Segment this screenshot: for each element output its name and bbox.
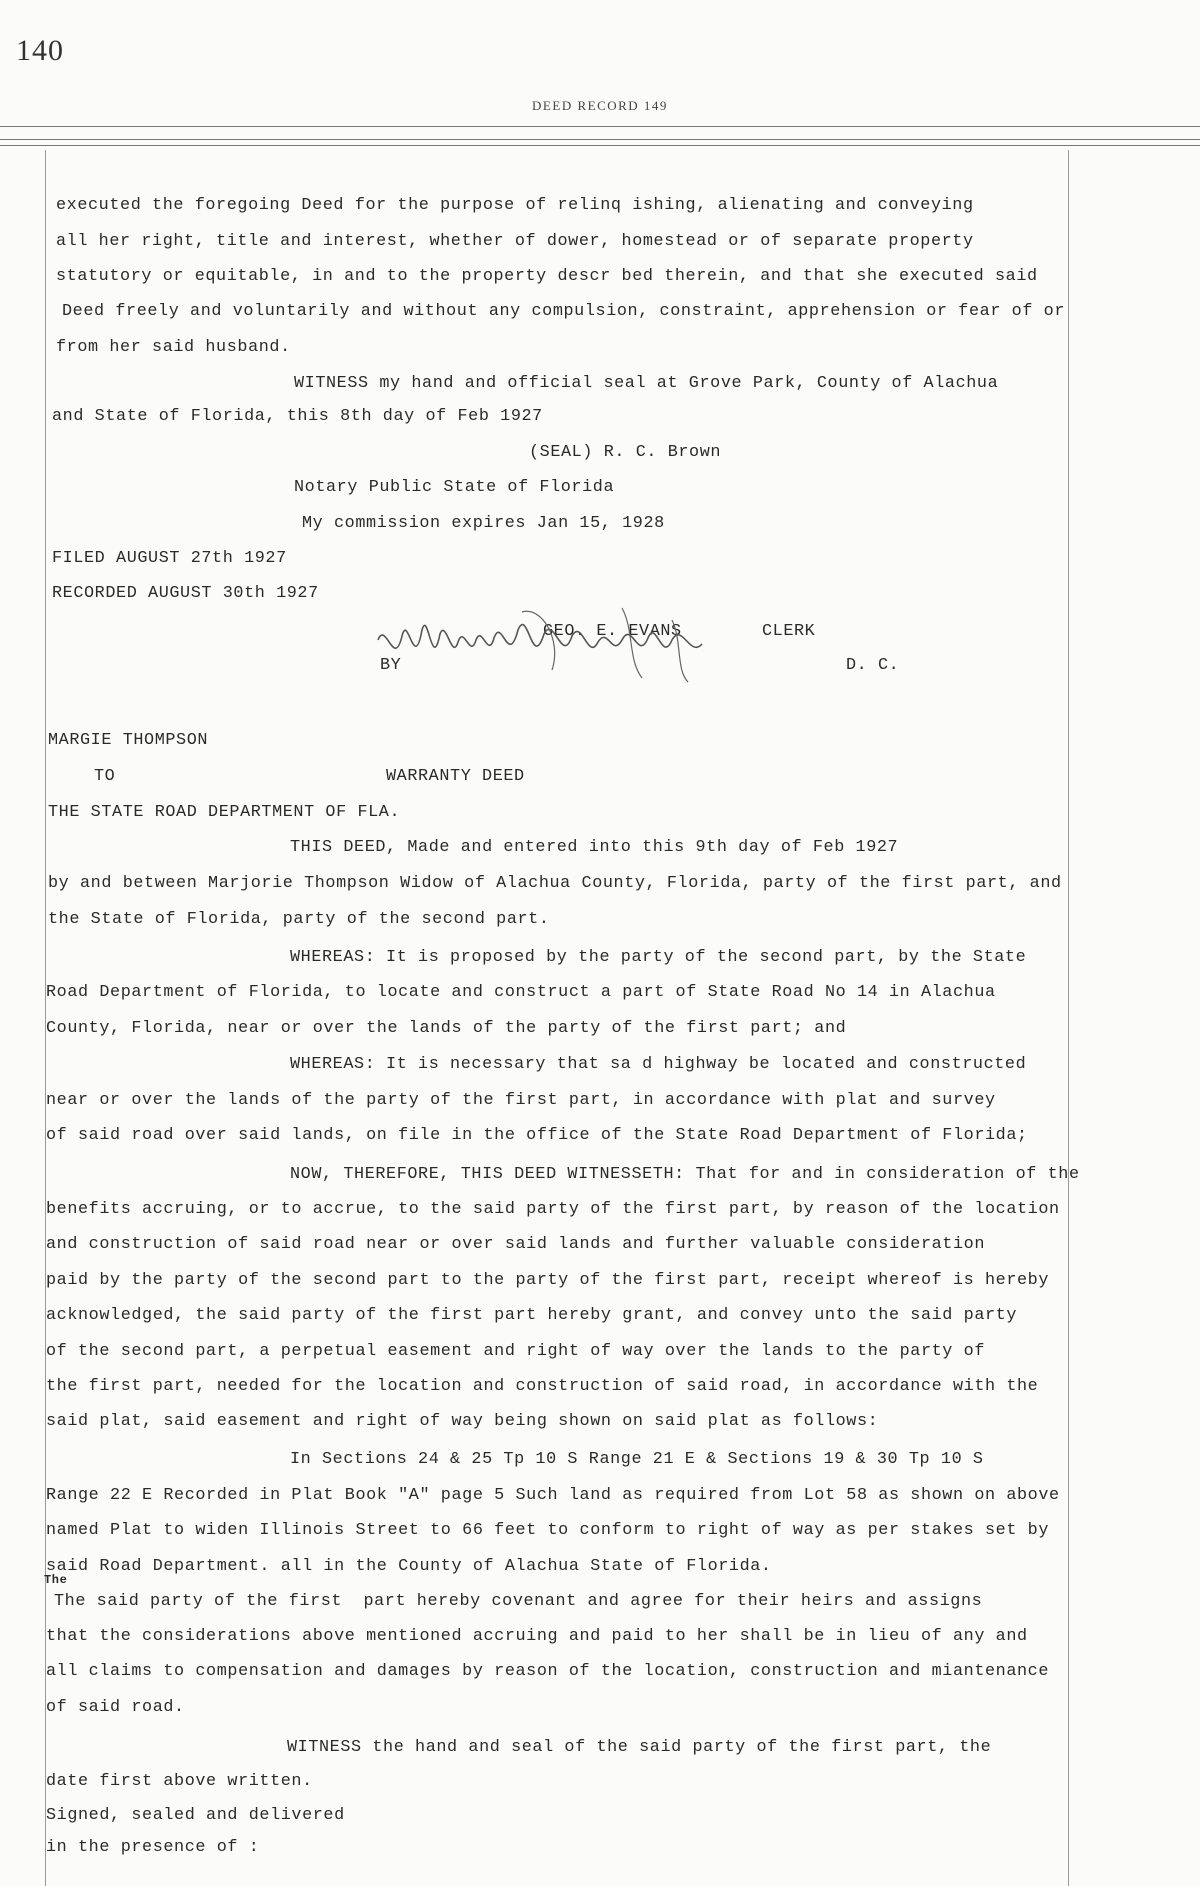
- header-rule-3: [0, 145, 1200, 146]
- filed-date: FILED AUGUST 27th 1927: [52, 549, 287, 568]
- right-margin-line: [1068, 150, 1069, 1886]
- grantor-name: MARGIE THOMPSON: [48, 731, 209, 750]
- document-type: WARRANTY DEED: [386, 767, 525, 786]
- handwritten-signature: [372, 600, 732, 690]
- text-line: statutory or equitable, in and to the property descr bed therein, and that she executed said: [56, 267, 1038, 286]
- text-line: Road Department of Florida, to locate and construct a part of State Road No 14 in Alachua: [46, 983, 996, 1002]
- text-line: in the presence of :: [46, 1838, 260, 1857]
- text-line: that the considerations above mentioned accruing and paid to her shall be in lieu of any and: [46, 1627, 1028, 1646]
- text-line: of said road over said lands, on file in the office of the State Road Department of Florida;: [46, 1126, 1028, 1145]
- clerk-name: GEO. E. EVANS: [543, 622, 682, 641]
- overtyped-fragment: The: [44, 1573, 68, 1587]
- text-line: near or over the lands of the party of the first part, in accordance with plat and survey: [46, 1091, 996, 1110]
- text-line: THIS DEED, Made and entered into this 9th day of Feb 1927: [290, 838, 899, 857]
- text-line: County, Florida, near or over the lands of the party of the first part; and: [46, 1019, 847, 1038]
- grantee-name: THE STATE ROAD DEPARTMENT OF FLA.: [48, 803, 401, 822]
- recorded-date: RECORDED AUGUST 30th 1927: [52, 584, 319, 603]
- text-line: of said road.: [46, 1698, 185, 1717]
- text-line: from her said husband.: [56, 338, 291, 357]
- page-number: 140: [16, 34, 64, 67]
- text-line: all her right, title and interest, whether of dower, homestead or of separate property: [56, 232, 974, 251]
- to-label: TO: [94, 767, 116, 786]
- text-line: date first above written.: [46, 1772, 313, 1791]
- deputy-clerk-label: D. C.: [846, 656, 900, 675]
- text-line: In Sections 24 & 25 Tp 10 S Range 21 E & Sections 19 & 30 Tp 10 S: [290, 1450, 984, 1469]
- record-title: DEED RECORD 149: [532, 98, 668, 113]
- header-rule-1: [0, 126, 1200, 127]
- text-line: Range 22 E Recorded in Plat Book "A" page 5 Such land as required from Lot 58 as shown on above: [46, 1486, 1060, 1505]
- text-line: paid by the party of the second part to the party of the first part, receipt whereof is hereby: [46, 1271, 1050, 1290]
- text-line: WITNESS the hand and seal of the said party of the first part, the: [287, 1738, 992, 1757]
- text-line: said plat, said easement and right of way being shown on said plat as follows:: [46, 1412, 879, 1431]
- text-line: Signed, sealed and delivered: [46, 1806, 345, 1825]
- text-line: WITNESS my hand and official seal at Grove Park, County of Alachua: [294, 374, 999, 393]
- text-line: Notary Public State of Florida: [294, 478, 615, 497]
- text-line: NOW, THEREFORE, THIS DEED WITNESSETH: That for and in consideration of the: [290, 1165, 1080, 1184]
- text-line: benefits accruing, or to accrue, to the said party of the first part, by reason of the location: [46, 1200, 1060, 1219]
- notary-signature-line: (SEAL) R. C. Brown: [529, 443, 722, 462]
- header-rule-2: [0, 139, 1200, 140]
- text-line: said Road Department. all in the County of Alachua State of Florida.: [46, 1557, 772, 1576]
- text-line: all claims to compensation and damages by reason of the location, construction and miantenance: [46, 1662, 1050, 1681]
- text-line: the first part, needed for the location and construction of said road, in accordance with the: [46, 1377, 1039, 1396]
- text-line: My commission expires Jan 15, 1928: [302, 514, 665, 533]
- text-line: acknowledged, the said party of the first part hereby grant, and convey unto the said party: [46, 1306, 1018, 1325]
- text-line: and construction of said road near or over said lands and further valuable consideration: [46, 1235, 985, 1254]
- text-line: Deed freely and voluntarily and without any compulsion, constraint, apprehension or fear of or: [62, 302, 1066, 321]
- text-line: executed the foregoing Deed for the purpose of relinq ishing, alienating and conveying: [56, 196, 974, 215]
- text-line: and State of Florida, this 8th day of Feb 1927: [52, 407, 543, 426]
- left-margin-line: [45, 150, 46, 1886]
- by-label: BY: [380, 656, 402, 675]
- text-line: WHEREAS: It is proposed by the party of the second part, by the State: [290, 948, 1027, 967]
- text-line: WHEREAS: It is necessary that sa d highway be located and constructed: [290, 1055, 1027, 1074]
- text-line: by and between Marjorie Thompson Widow of Alachua County, Florida, party of the first part, and: [48, 874, 1062, 893]
- text-line: the State of Florida, party of the second part.: [48, 910, 550, 929]
- text-line: of the second part, a perpetual easement and right of way over the lands to the party of: [46, 1342, 985, 1361]
- text-line: The said party of the first part hereby covenant and agree for their heirs and assigns: [54, 1592, 983, 1611]
- text-line: named Plat to widen Illinois Street to 66 feet to conform to right of way as per stakes set by: [46, 1521, 1050, 1540]
- clerk-title: CLERK: [762, 622, 816, 641]
